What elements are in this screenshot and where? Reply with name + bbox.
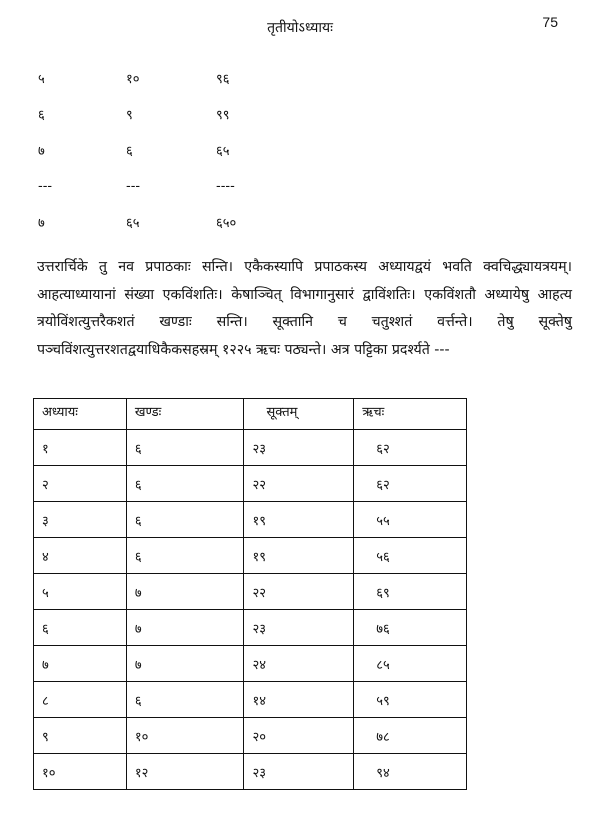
table-cell: ६ — [126, 466, 244, 502]
table-row — [34, 502, 467, 538]
summary-total-row — [38, 204, 336, 240]
summary-cell: ७ — [38, 144, 45, 159]
paragraph-line: पञ्चविंशत्युत्तरशतद्वयाधिकैकसहस्रम् १२२५ ऋचः पठ्यन्ते। अत्र पट्टिका प्रदर्श्यते --- — [37, 341, 450, 358]
table-cell: १० — [126, 718, 244, 754]
table-cell: ९४ — [354, 754, 467, 790]
summary-cell: ६५ — [216, 144, 230, 159]
table-cell: ७ — [126, 610, 244, 646]
table-cell: ३ — [34, 502, 127, 538]
summary-cell: ९९ — [216, 108, 230, 123]
table-cell: २३ — [244, 430, 354, 466]
table-cell: ७८ — [354, 718, 467, 754]
table-cell: २४ — [244, 646, 354, 682]
table-cell: १९ — [244, 502, 354, 538]
table-row — [34, 466, 467, 502]
summary-row — [38, 132, 336, 168]
page-number: 75 — [542, 14, 558, 30]
separator-dashes: ---- — [216, 178, 235, 194]
table-row — [34, 610, 467, 646]
table-row — [34, 574, 467, 610]
table-cell: ६ — [126, 430, 244, 466]
table-cell: ६ — [126, 538, 244, 574]
summary-separator-row — [38, 168, 336, 204]
table-cell: १२ — [126, 754, 244, 790]
table-row — [34, 430, 467, 466]
table-cell: ६२ — [354, 430, 467, 466]
summary-cell: १० — [126, 72, 140, 87]
summary-cell: ६५० — [216, 216, 237, 231]
table-row — [34, 682, 467, 718]
summary-row — [38, 96, 336, 132]
table-row — [34, 538, 467, 574]
summary-cell: ५ — [38, 72, 45, 87]
table-cell: ९ — [34, 718, 127, 754]
summary-cell: ९ — [126, 108, 133, 123]
table-cell: ६९ — [354, 574, 467, 610]
table-cell: ७ — [126, 646, 244, 682]
separator-dashes: --- — [126, 178, 141, 194]
table-cell: २० — [244, 718, 354, 754]
summary-cell: ७ — [38, 216, 45, 231]
table-cell: ५९ — [354, 682, 467, 718]
column-header-adhyaya: अध्यायः — [34, 399, 127, 430]
table-cell: ६ — [126, 502, 244, 538]
table-cell: ४ — [34, 538, 127, 574]
table-row — [34, 754, 467, 790]
table-cell: २२ — [244, 466, 354, 502]
table-cell: ७६ — [354, 610, 467, 646]
summary-row — [38, 60, 336, 96]
paragraph-line: त्रयोविंशत्युत्तरैकशतं खण्डाः सन्ति। सूक्तानि च चतुश्शतं वर्त्तन्ते। तेषु सूक्तेषु — [37, 314, 572, 330]
summary-number-grid — [38, 60, 336, 240]
body-paragraph — [37, 254, 572, 364]
table-cell: ७ — [34, 646, 127, 682]
table-header-row — [34, 399, 467, 430]
column-header-richah: ऋचः — [354, 399, 467, 430]
table-cell: ६ — [34, 610, 127, 646]
table-cell: १४ — [244, 682, 354, 718]
summary-cell: ६ — [126, 144, 133, 159]
summary-cell: ९६ — [216, 72, 230, 87]
table-cell: ६ — [126, 682, 244, 718]
table-row — [34, 718, 467, 754]
table-cell: ७ — [126, 574, 244, 610]
separator-dashes: --- — [38, 178, 53, 194]
table-cell: १९ — [244, 538, 354, 574]
table-cell: २२ — [244, 574, 354, 610]
page-header-title: तृतीयोऽध्यायः — [267, 20, 333, 36]
table-cell: १० — [34, 754, 127, 790]
column-header-khanda: खण्डः — [126, 399, 244, 430]
summary-cell: ६ — [38, 108, 45, 123]
paragraph-line: उत्तरार्चिके तु नव प्रपाठकाः सन्ति। एकैकस्यापि प्रपाठकस्य अध्यायद्वयं भवति क्वचिद्ध्यायत्रयम्। — [37, 259, 572, 275]
column-header-sukta: सूक्तम् — [244, 399, 354, 430]
table-cell: ८ — [34, 682, 127, 718]
paragraph-line: आहत्याध्यायानां संख्या एकविंशतिः। केषाञ्चित् विभागानुसारं द्वाविंशतिः। एकविंशतौ अध्यायेषु आहत्य — [37, 286, 572, 303]
chapter-data-table — [33, 398, 467, 790]
table-cell: ५ — [34, 574, 127, 610]
table-cell: १ — [34, 430, 127, 466]
table-cell: २३ — [244, 754, 354, 790]
table-row — [34, 646, 467, 682]
table-cell: ६२ — [354, 466, 467, 502]
table-cell: २३ — [244, 610, 354, 646]
table-cell: ५६ — [354, 538, 467, 574]
table-cell: ८५ — [354, 646, 467, 682]
table-cell: ५५ — [354, 502, 467, 538]
summary-cell: ६५ — [126, 216, 140, 231]
table-cell: २ — [34, 466, 127, 502]
